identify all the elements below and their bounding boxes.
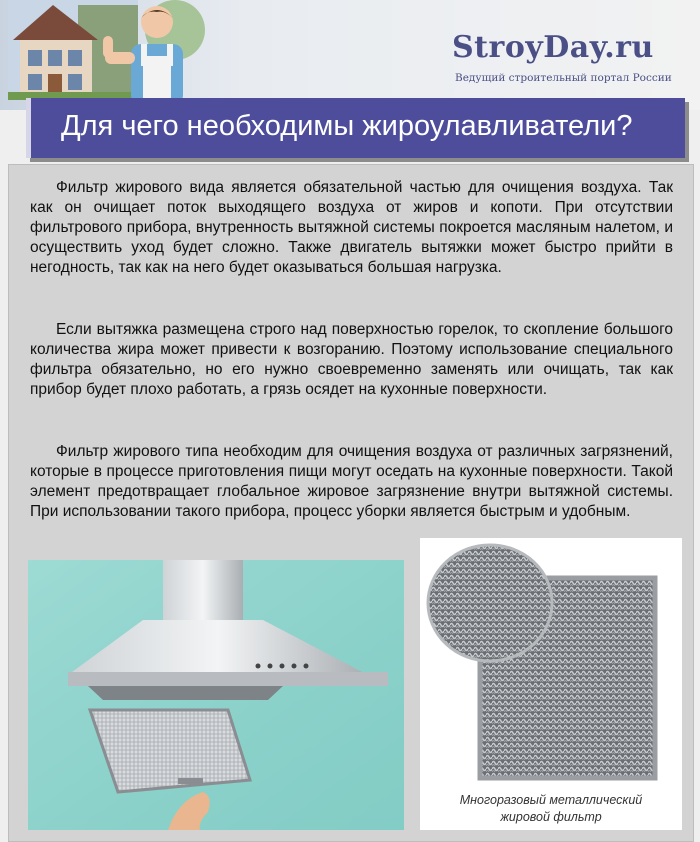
filter-caption-line-1: Многоразовый металлический [459, 793, 643, 807]
paragraph-2: Если вытяжка размещена строго над поверхностью горелок, то скопление большого количества жира может привести к возгоранию. Поэтому использование специального фильтра обязательно, но его нужно своевременно заменять или очищать, так как прибор будет плохо работать, а грязь осядет на кухонные поверхности. [30, 321, 673, 398]
range-hood-image [28, 560, 404, 830]
site-tagline: Ведущий строительный портал России [455, 72, 672, 84]
site-header [0, 0, 700, 110]
paragraph-3: Фильтр жирового типа необходим для очищения воздуха от различных загрязнений, которые в процессе приготовления пищи могут оседать на кухонные поверхности. Такой элемент предотвращает глобальное жировое загрязнение внутри вытяжной системы. При использовании такого прибора, процесс уборки является быстрым и удобным. [30, 443, 673, 520]
metal-filter-image [420, 538, 682, 830]
filter-caption-line-2: жировой фильтр [500, 810, 602, 824]
site-logo[interactable]: StroyDay.ru [452, 30, 654, 65]
title-banner [26, 98, 685, 158]
page-title: Для чего необходимы жироулавливатели? [61, 110, 633, 142]
worker-illustration [95, 0, 225, 105]
filter-caption [420, 792, 682, 826]
paragraph-1: Фильтр жирового вида является обязательной частью для очищения воздуха. Так как он очищает поток выходящего воздуха от жиров и копоти. При отсутствии фильтрового прибора, внутренность вытяжной системы покроется масляным налетом, и осуществить уход будет сложно. Также двигатель вытяжки может быстро прийти в негодность, так как на него будет оказываться большая нагрузка. [30, 179, 673, 276]
